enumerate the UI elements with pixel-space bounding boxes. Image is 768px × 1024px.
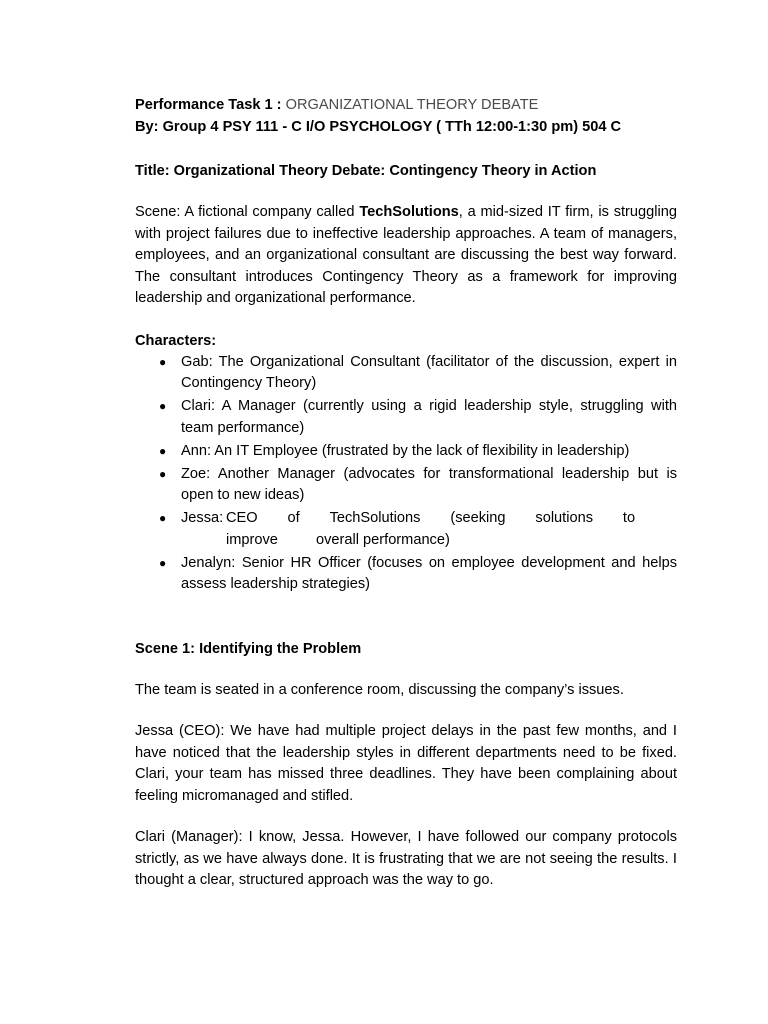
company-name: TechSolutions (359, 204, 459, 220)
list-item (135, 553, 677, 596)
scene1-heading: Scene 1: Identifying the Problem (135, 640, 362, 657)
list-item (135, 396, 677, 439)
character-clari: Clari: A Manager (currently using a rigid leadership style, struggling with team performance) (181, 398, 677, 436)
jessa-word: of (287, 510, 300, 526)
scene-description (135, 202, 677, 310)
jessa-word: TechSolutions (329, 510, 421, 526)
list-item (135, 441, 677, 463)
task-prefix: Performance Task 1 : (135, 97, 286, 113)
list-item (135, 508, 677, 551)
bullet-icon: ● (159, 399, 167, 413)
bullet-icon: ● (159, 511, 167, 525)
jessa-line-2 (226, 530, 677, 552)
clari-dialogue: Clari (Manager): I know, Jessa. However, I have followed our company protocols strictly, as we have always done. It is frustrating that we are not seeing the results. I thought a clear, structured approach was the way to go. (135, 829, 677, 888)
group-byline: By: Group 4 PSY 111 - C I/O PSYCHOLOGY ( TTh 12:00-1:30 pm) 504 C (135, 119, 622, 135)
bullet-icon: ● (159, 443, 167, 458)
bullet-icon: ● (159, 466, 167, 481)
scene-rest: , a mid-sized IT firm, is struggling with project failures due to ineffective leadership approaches. A team of managers, employees, and an organizational consultant are discussing the best way forward. The consultant introduces Contingency Theory as a framework for improving leadership and organizational performance. (135, 204, 677, 306)
character-ann: Ann: An IT Employee (frustrated by the lack of flexibility in leadership) (181, 442, 630, 459)
task-title: ORGANIZATIONAL THEORY DEBATE (285, 97, 539, 113)
jessa-word: improve (226, 531, 278, 548)
character-zoe: Zoe: Another Manager (advocates for transformational leadership but is open to new ideas) (181, 465, 677, 503)
jessa-label: Jessa: (181, 510, 224, 526)
jessa-word: (seeking (450, 510, 506, 526)
bullet-icon: ● (159, 555, 167, 570)
jessa-word: solutions (535, 510, 594, 526)
bullet-icon: ● (159, 354, 167, 369)
list-item (135, 352, 677, 395)
jessa-word: overall performance) (316, 531, 450, 548)
jessa-word: to (622, 510, 636, 526)
character-jessa (181, 508, 677, 551)
document-title: Title: Organizational Theory Debate: Contingency Theory in Action (135, 163, 597, 179)
character-gab: Gab: The Organizational Consultant (facilitator of the discussion, expert in Contingency Theory) (181, 353, 677, 391)
characters-list (135, 352, 677, 596)
jessa-dialogue: Jessa (CEO): We have had multiple project delays in the past few months, and I have noticed that the leadership styles in different departments need to be fixed. Clari, your team has missed three deadlines. They have been complaining about feeling micromanaged and stifled. (135, 723, 677, 804)
scene1-setting: The team is seated in a conference room, discussing the company’s issues. (135, 681, 624, 698)
document-page (135, 94, 677, 892)
scene-prefix: Scene: A fictional company called (135, 204, 360, 220)
jessa-description (226, 508, 677, 551)
list-item (135, 464, 677, 507)
jessa-line-1 (226, 508, 677, 530)
jessa-word: CEO (226, 510, 258, 526)
character-jenalyn: Jenalyn: Senior HR Officer (focuses on employee development and helps assess leadership strategies) (181, 554, 677, 592)
task-heading (135, 94, 677, 116)
characters-heading: Characters: (135, 332, 217, 349)
